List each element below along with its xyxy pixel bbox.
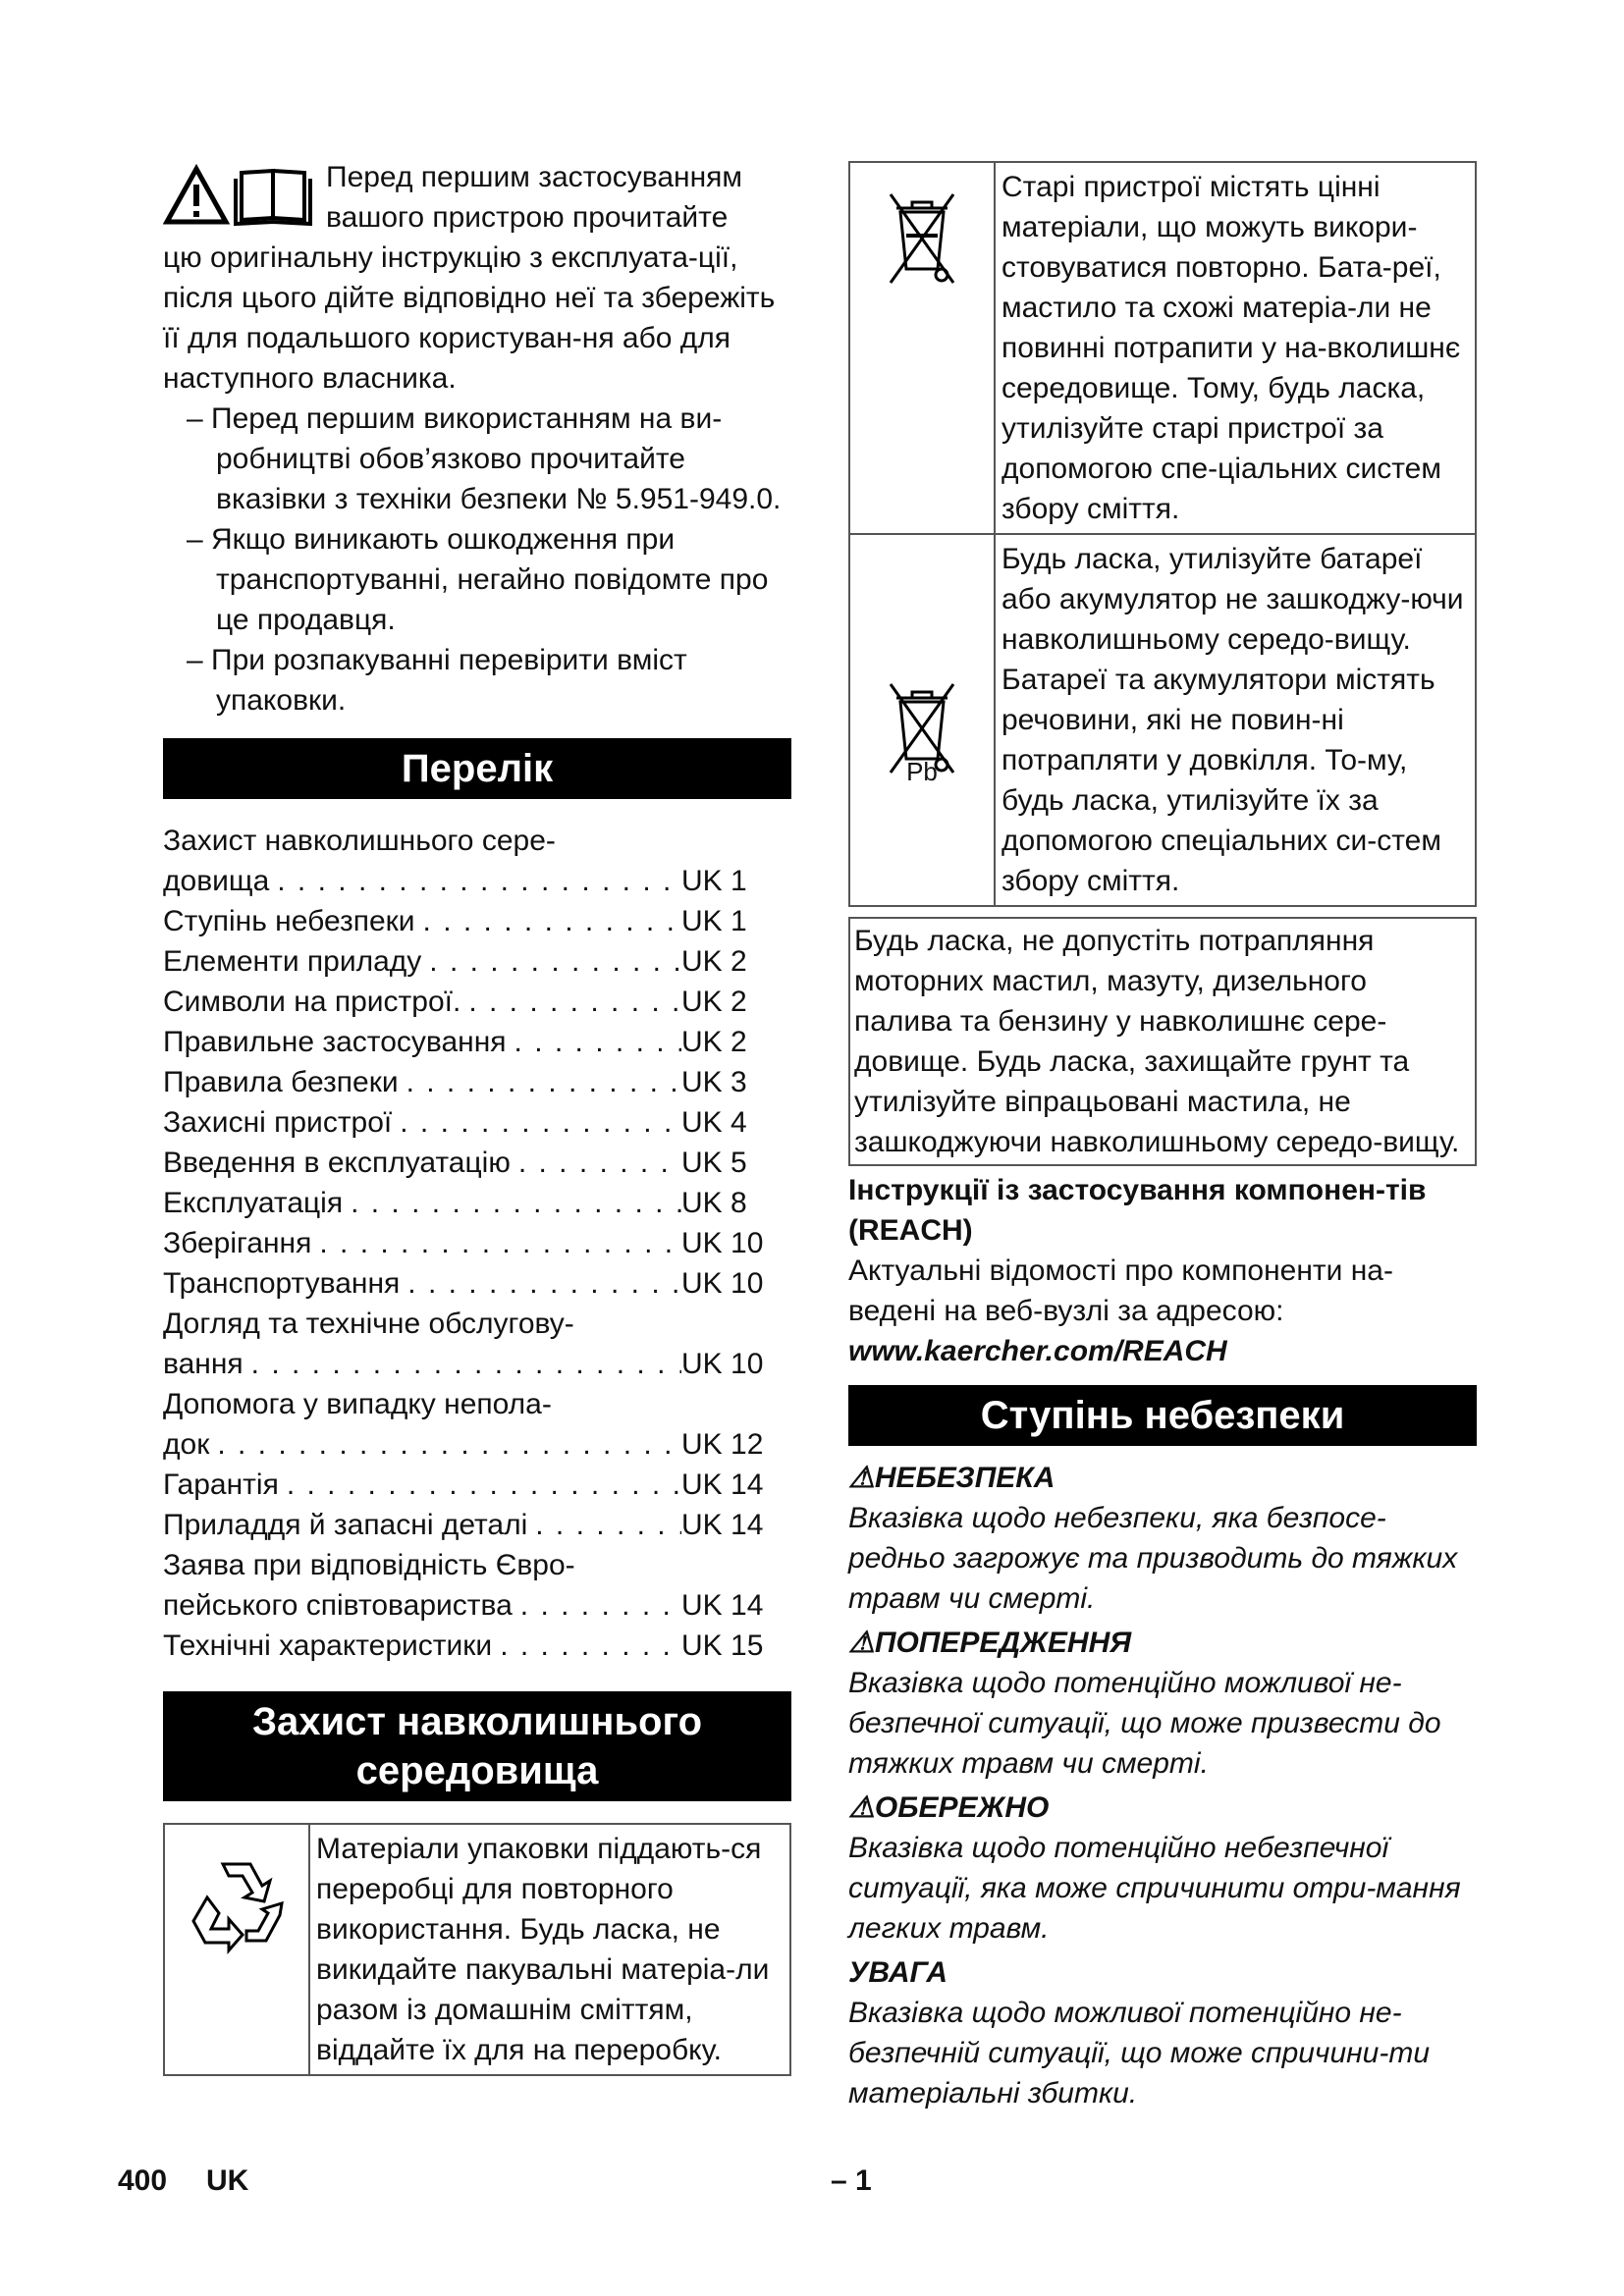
- toc-title: Елементи приладу: [163, 945, 422, 978]
- toc-entry[interactable]: [163, 861, 791, 901]
- intro-line-1: Перед першим застосуванням: [326, 161, 743, 193]
- table-of-contents: [163, 821, 791, 1666]
- toc-title: Правила безпеки: [163, 1066, 399, 1098]
- toc-title: Гарантія: [163, 1468, 279, 1501]
- toc-page: UK 2: [681, 1026, 747, 1058]
- reach-heading: Інструкції із застосування компонен-тів (REACH): [848, 1174, 1427, 1247]
- reach-url-link[interactable]: www.kaercher.com/REACH: [848, 1335, 1227, 1367]
- toc-page: UK 10: [681, 1348, 764, 1380]
- caution-label: ⚠ОБЕРЕЖНО: [848, 1791, 1050, 1824]
- environment-heading-line2: середовища: [355, 1749, 599, 1792]
- toc-title: Зберігання: [163, 1227, 312, 1259]
- toc-entry[interactable]: [163, 1263, 791, 1304]
- toc-page: UK 12: [681, 1428, 764, 1461]
- toc-entry[interactable]: [163, 1424, 791, 1465]
- recycle-icon: [186, 1854, 288, 1956]
- toc-title: док: [163, 1428, 210, 1461]
- toc-title: Технічні характеристики: [163, 1629, 493, 1662]
- toc-page: UK 1: [681, 905, 747, 937]
- toc-page: UK 14: [681, 1468, 764, 1501]
- toc-page: UK 2: [681, 945, 747, 978]
- old-devices-text: Старі пристрої містять цінні матеріали, що можуть викори-стовуватися повторно. Бата-реї, мастило та схожі матеріа-ли не повинні потрапити у на-вколишнє середовище. Тому, будь ласка, утилізуйте старі пристрої за допомогою спе-ціальних систем збору сміття.: [1001, 171, 1461, 525]
- toc-page: UK 2: [681, 986, 747, 1018]
- footer-page-number: 400: [118, 2164, 168, 2197]
- toc-entry[interactable]: [163, 941, 791, 982]
- battery-text: Будь ласка, утилізуйте батареї або акумулятор не зашкоджу-ючи навколишньому середо-вищу. Батареї та акумулятори містять речовини, які не повин-ні потрапляти у довкілля. То-му, будь ласка, утилізуйте їх за допомогою спеціальних си-стем збору сміття.: [1001, 543, 1464, 897]
- recycle-icon-cell: [165, 1825, 310, 2074]
- toc-entry[interactable]: [163, 1022, 791, 1062]
- toc-entry[interactable]: [163, 1183, 791, 1223]
- old-devices-box: [848, 161, 1477, 535]
- toc-entry[interactable]: [163, 1062, 791, 1102]
- oil-box: Будь ласка, не допустіть потрапляння моторних мастил, мазуту, дизельного палива та бензину у навколишнє сере-довище. Будь ласка, захищайте грунт та утилізуйте віпрацьовані мастила, не зашкоджуючи навколишньому середо-вищу.: [848, 917, 1477, 1166]
- danger-levels: [848, 1458, 1477, 2113]
- attention-text: Вказівка щодо можливої потенційно не-безпечній ситуації, що може спричини-ти матеріальні збитки.: [848, 1997, 1431, 2109]
- toc-title: довища: [163, 865, 270, 897]
- intro-item: – При розпакуванні перевірити вміст упаковки.: [187, 644, 687, 717]
- toc-entry[interactable]: [163, 1585, 791, 1626]
- toc-entry[interactable]: [163, 1505, 791, 1545]
- warning-label: ⚠ПОПЕРЕДЖЕННЯ: [848, 1627, 1132, 1659]
- intro-item: – Перед першим використанням на ви-робництві обов’язково прочитайте вказівки з техніки безпеки № 5.951-949.0.: [187, 402, 782, 515]
- toc-page: UK 8: [681, 1187, 747, 1219]
- toc-title: Правильне застосування: [163, 1026, 507, 1058]
- toc-page: UK 10: [681, 1227, 764, 1259]
- toc-entry-pre: Допомога у випадку непола-: [163, 1388, 552, 1420]
- intro-item: – Якщо виникають ошкодження при транспортуванні, негайно повідомте про це продавця.: [187, 523, 769, 636]
- intro-paragraph: цю оригінальну інструкцію з експлуата-ції, після цього дійте відповідно неї та збережіть її для подальшого користуван-ня або для наступного власника.: [163, 241, 776, 395]
- toc-page: UK 1: [681, 865, 747, 897]
- toc-entry[interactable]: [163, 1102, 791, 1143]
- toc-title: Ступінь небезпеки: [163, 905, 415, 937]
- toc-title: вання: [163, 1348, 244, 1380]
- toc-title: Символи на пристрої.: [163, 986, 461, 1018]
- toc-title: Транспортування: [163, 1267, 401, 1300]
- warning-manual-icon: [163, 161, 312, 228]
- packaging-text: Матеріали упаковки піддають-ся переробці для повторного використання. Будь ласка, не викидайте пакувальні матеріа-ли разом із домашнім сміттям, віддайте їх для на переробку.: [316, 1833, 770, 2066]
- toc-entry-pre: Догляд та технічне обслугову-: [163, 1308, 574, 1340]
- left-column: [163, 157, 791, 2076]
- toc-page: UK 14: [681, 1589, 764, 1622]
- toc-page: UK 3: [681, 1066, 747, 1098]
- toc-page: UK 14: [681, 1509, 764, 1541]
- toc-entry-pre: Заява при відповідність Євро-: [163, 1549, 575, 1581]
- footer-page-label: – 1: [831, 2164, 872, 2197]
- packaging-box: [163, 1823, 791, 2076]
- toc-title: Захисні пристрої: [163, 1106, 393, 1139]
- toc-entry[interactable]: [163, 982, 791, 1022]
- toc-page: UK 10: [681, 1267, 764, 1300]
- environment-heading: [163, 1691, 791, 1801]
- danger-text: Вказівка щодо небезпеки, яка безпосе-редньо загрожує та призводить до тяжких травм чи смерті.: [848, 1502, 1458, 1615]
- bin-icon-cell: [850, 163, 996, 533]
- toc-entry[interactable]: [163, 1626, 791, 1666]
- attention-label: УВАГА: [848, 1956, 948, 1989]
- battery-icon-cell: [850, 535, 996, 905]
- toc-entry[interactable]: [163, 1223, 791, 1263]
- danger-label: ⚠НЕБЕЗПЕКА: [848, 1462, 1056, 1494]
- environment-heading-line1: Захист навколишнього: [251, 1700, 703, 1743]
- right-column: [848, 161, 1477, 2113]
- danger-heading: Ступінь небезпеки: [848, 1385, 1477, 1446]
- toc-entry[interactable]: [163, 1344, 791, 1384]
- footer-lang: UK: [206, 2164, 249, 2197]
- toc-title: Експлуатація: [163, 1187, 344, 1219]
- toc-page: UK 4: [681, 1106, 747, 1139]
- intro-section: [163, 157, 791, 721]
- reach-text: Актуальні відомості про компоненти на-ведені на веб-вузлі за адресою:: [848, 1255, 1393, 1327]
- battery-icon-label: Pb: [906, 757, 938, 786]
- toc-entry[interactable]: [163, 1465, 791, 1505]
- caution-text: Вказівка щодо потенційно небезпечної ситуації, яка може спричинити отри-мання легких травм.: [848, 1832, 1461, 1945]
- toc-title: Приладдя й запасні деталі: [163, 1509, 528, 1541]
- toc-entry[interactable]: [163, 1143, 791, 1183]
- crossed-bin-icon: [883, 183, 961, 291]
- toc-entry-pre: Захист навколишнього сере-: [163, 825, 556, 857]
- toc-heading: Перелік: [163, 738, 791, 799]
- toc-title: пейського співтовариства: [163, 1589, 513, 1622]
- toc-page: UK 5: [681, 1147, 747, 1179]
- intro-line-2: вашого пристрою прочитайте: [326, 201, 729, 234]
- toc-entry[interactable]: [163, 901, 791, 941]
- toc-page: UK 15: [681, 1629, 764, 1662]
- warning-text: Вказівка щодо потенційно можливої не-безпечної ситуації, що може призвести до тяжких травм чи смерті.: [848, 1667, 1441, 1780]
- battery-box: [848, 535, 1477, 907]
- toc-title: Введення в експлуатацію: [163, 1147, 511, 1179]
